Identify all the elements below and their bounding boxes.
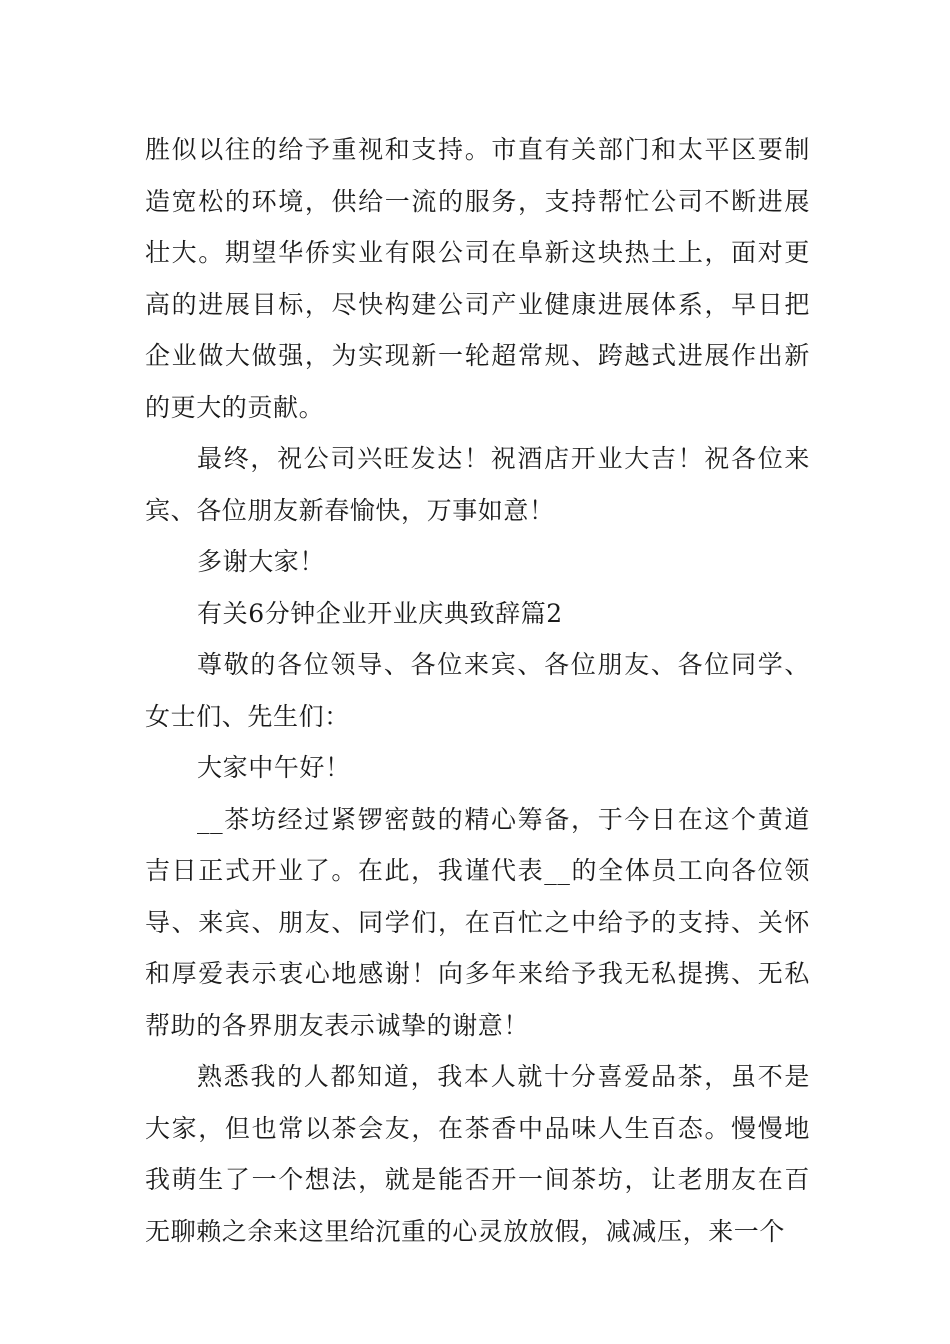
paragraph-salutation: 尊敬的各位领导、各位来宾、各位朋友、各位同学、女士们、先生们： — [145, 650, 810, 731]
paragraph-continuation: 胜似以往的给予重视和支持。市直有关部门和太平区要制造宽松的环境，供给一流的服务，支持帮忙公司不断进展壮大。期望华侨实业有限公司在阜新这块热土上，面对更高的进展目标，尽快构建公司产业健康进展体系，早日把企业做大做强，为实现新一轮超常规、跨越式进展作出新的更大的贡献。 — [145, 135, 810, 422]
paragraph-opening: __茶坊经过紧锣密鼓的精心筹备，于今日在这个黄道吉日正式开业了。在此，我谨代表__的全体员工向各位领导、来宾、朋友、同学们，在百忙之中给予的支持、关怀和厚爱表示衷心地感谢！向多年来给予我无私提携、无私帮助的各界朋友表示诚挚的谢意！ — [145, 804, 810, 1040]
paragraph-greeting: 大家中午好！ — [197, 753, 351, 782]
paragraph-closing-wishes: 最终，祝公司兴旺发达！祝酒店开业大吉！祝各位来宾、各位朋友新春愉快，万事如意！ — [145, 444, 810, 525]
paragraph-thanks: 多谢大家！ — [197, 547, 326, 576]
paragraph-story: 熟悉我的人都知道，我本人就十分喜爱品茶，虽不是大家，但也常以茶会友，在茶香中品味人生百态。慢慢地我萌生了一个想法，就是能否开一间茶坊，让老朋友在百无聊赖之余来这里给沉重的心灵放放假，减减压，来一个 — [145, 1062, 810, 1246]
document-body — [145, 124, 810, 1257]
section-heading: 有关6分钟企业开业庆典致辞篇2 — [197, 598, 563, 628]
